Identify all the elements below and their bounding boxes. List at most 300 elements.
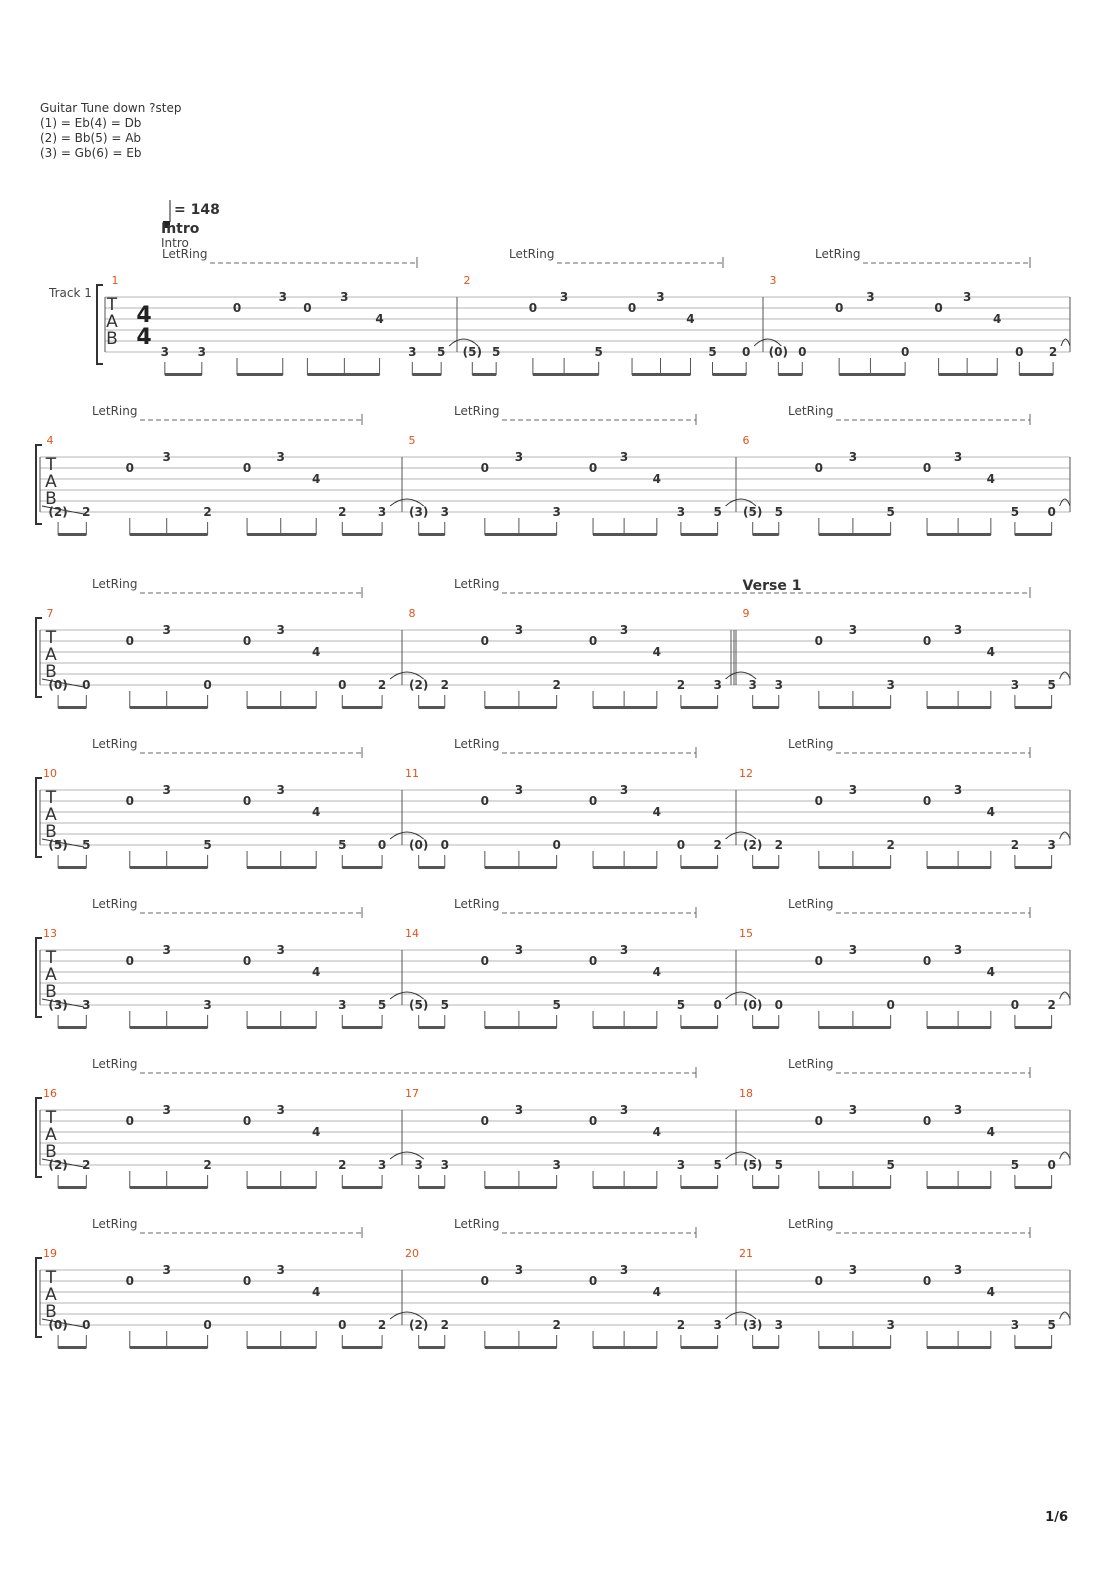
beam [307, 373, 379, 376]
fret-number: 0 [922, 954, 932, 968]
fret-number: 3 [866, 290, 875, 304]
let-ring-label: LetRing [509, 247, 555, 261]
fret-number: 0 [125, 634, 134, 648]
fret-number: 3 [619, 623, 629, 637]
fret-number: 3 [514, 1263, 524, 1277]
tab-clef-letter: A [45, 1125, 57, 1145]
beam [247, 1186, 316, 1189]
beam [485, 1186, 557, 1189]
beam [130, 706, 208, 709]
measure-number: 10 [43, 767, 57, 780]
fret-number: (3) [48, 998, 68, 1012]
fret-number: (0) [768, 345, 789, 359]
fret-number: 3 [377, 505, 387, 519]
beam [247, 866, 316, 869]
beam [593, 1186, 657, 1189]
tab-clef-letter: T [106, 295, 118, 315]
let-ring-label: LetRing [92, 737, 138, 751]
beam [58, 866, 86, 869]
fret-number: (2) [48, 1158, 68, 1172]
fret-number: 3 [748, 678, 757, 692]
beam [58, 1186, 86, 1189]
fret-number: 2 [82, 1158, 91, 1172]
beam [593, 533, 657, 536]
beam [412, 373, 441, 376]
tab-clef-letter: T [45, 948, 57, 968]
tuning-title: Guitar Tune down ?step [40, 101, 182, 115]
tuning-line-3: (3) = Gb(6) = Eb [40, 146, 142, 160]
fret-number: 0 [440, 838, 449, 852]
fret-number: 0 [480, 461, 490, 475]
beam [1015, 706, 1052, 709]
fret-number: 3 [953, 450, 963, 464]
tie-arc [1060, 672, 1070, 679]
beam [58, 533, 86, 536]
fret-number: 2 [886, 838, 895, 852]
let-ring-label: LetRing [815, 247, 861, 261]
let-ring-label: LetRing [788, 1057, 834, 1071]
fret-number: 0 [242, 461, 252, 475]
measure-number: 5 [408, 434, 416, 447]
fret-number: 2 [203, 505, 212, 519]
beam [839, 373, 905, 376]
fret-number: 0 [814, 794, 824, 808]
tab-clef-letter: B [45, 822, 57, 842]
fret-number: 3 [278, 290, 287, 304]
let-ring-label: LetRing [454, 897, 500, 911]
fret-number: 4 [986, 1285, 996, 1299]
fret-number: 4 [986, 472, 996, 486]
let-ring-label: LetRing [788, 737, 834, 751]
beam [778, 373, 802, 376]
fret-number: 3 [276, 623, 285, 637]
fret-number: 4 [986, 1125, 996, 1139]
fret-number: (5) [48, 838, 68, 852]
beam [58, 1346, 86, 1349]
fret-number: 5 [552, 998, 561, 1012]
let-ring-label: LetRing [788, 1217, 834, 1231]
beam [819, 866, 891, 869]
beam [927, 866, 991, 869]
beam [1015, 866, 1052, 869]
tie-arc [1060, 832, 1070, 839]
fret-number: 0 [552, 838, 561, 852]
beam [927, 1026, 991, 1029]
fret-number: 3 [276, 450, 285, 464]
let-ring-label: LetRing [92, 897, 138, 911]
beam [681, 706, 718, 709]
beam [58, 706, 86, 709]
beam [472, 373, 496, 376]
fret-number: 0 [1015, 345, 1024, 359]
fret-number: 0 [922, 461, 932, 475]
let-ring-label: LetRing [92, 1217, 138, 1231]
fret-number: 0 [588, 954, 598, 968]
fret-number: 3 [276, 1263, 285, 1277]
fret-number: 2 [338, 1158, 347, 1172]
fret-number: 3 [162, 1103, 171, 1117]
fret-number: 3 [619, 1263, 629, 1277]
fret-number: 0 [82, 1318, 91, 1332]
fret-number: 3 [514, 1103, 524, 1117]
fret-number: 2 [377, 1318, 387, 1332]
tuning-line-1: (1) = Eb(4) = Db [40, 116, 142, 130]
fret-number: 3 [514, 943, 524, 957]
beam [485, 706, 557, 709]
fret-number: (5) [462, 345, 482, 359]
fret-number: 0 [125, 954, 134, 968]
fret-number: (5) [409, 998, 429, 1012]
beam [247, 533, 316, 536]
fret-number: 2 [82, 505, 91, 519]
fret-number: 3 [197, 345, 206, 359]
beam [713, 373, 747, 376]
fret-number: (0) [743, 998, 763, 1012]
tab-clef-letter: B [45, 1142, 57, 1162]
fret-number: 4 [652, 1125, 662, 1139]
fret-number: 3 [713, 678, 722, 692]
fret-number: 3 [953, 783, 963, 797]
beam [1019, 373, 1053, 376]
measure-number: 17 [405, 1087, 419, 1100]
fret-number: 2 [676, 678, 686, 692]
fret-number: 0 [588, 461, 598, 475]
beam [485, 1346, 557, 1349]
fret-number: 0 [886, 998, 895, 1012]
fret-number: 4 [652, 805, 662, 819]
fret-number: 3 [619, 1103, 629, 1117]
fret-number: (0) [409, 838, 429, 852]
time-signature-top: 4 [136, 303, 152, 328]
measure-number: 12 [739, 767, 753, 780]
fret-number: 3 [162, 783, 171, 797]
fret-number: 3 [340, 290, 349, 304]
fret-number: 2 [552, 1318, 561, 1332]
fret-number: 3 [619, 450, 629, 464]
fret-number: 2 [338, 505, 347, 519]
beam [593, 1026, 657, 1029]
tempo-marking: = 148 [174, 202, 220, 218]
measure-number: 7 [46, 607, 54, 620]
tab-clef-letter: T [45, 628, 57, 648]
fret-number: 4 [312, 472, 321, 486]
fret-number: 3 [203, 998, 212, 1012]
fret-number: 3 [1010, 678, 1020, 692]
tab-clef-letter: A [45, 1285, 57, 1305]
beam [819, 533, 891, 536]
time-signature-bottom: 4 [136, 325, 152, 350]
fret-number: 3 [676, 505, 686, 519]
fret-number: 5 [1047, 1318, 1056, 1332]
beam [247, 1346, 316, 1349]
beam [927, 533, 991, 536]
fret-number: 5 [82, 838, 91, 852]
tie-arc [1060, 992, 1070, 999]
fret-number: 0 [125, 794, 134, 808]
tab-clef-letter: B [45, 982, 57, 1002]
beam [1015, 1186, 1052, 1189]
beam [130, 866, 208, 869]
fret-number: 3 [848, 450, 858, 464]
fret-number: 0 [900, 345, 910, 359]
tab-clef-letter: A [45, 472, 57, 492]
beam [419, 706, 445, 709]
fret-number: 0 [774, 998, 783, 1012]
beam [927, 1186, 991, 1189]
fret-number: 0 [1010, 998, 1020, 1012]
measure-number: 14 [405, 927, 419, 940]
fret-number: 3 [160, 345, 170, 359]
fret-number: 3 [953, 623, 963, 637]
fret-number: 0 [588, 1114, 598, 1128]
fret-number: 3 [848, 1103, 858, 1117]
beam [753, 1346, 779, 1349]
fret-number: 3 [414, 1158, 423, 1172]
fret-number: 3 [886, 678, 895, 692]
fret-number: 0 [203, 1318, 212, 1332]
beam [342, 533, 382, 536]
tuning-line-2: (2) = Bb(5) = Ab [40, 131, 142, 145]
fret-number: 3 [1010, 1318, 1020, 1332]
measure-number: 1 [111, 274, 119, 287]
beam [342, 1346, 382, 1349]
let-ring-label: LetRing [92, 404, 138, 418]
fret-number: 2 [1010, 838, 1020, 852]
let-ring-label: LetRing [454, 737, 500, 751]
fret-number: 5 [676, 998, 686, 1012]
beam [419, 533, 445, 536]
tab-clef-letter: B [45, 489, 57, 509]
fret-number: 3 [514, 783, 524, 797]
fret-number: 0 [480, 1274, 490, 1288]
fret-number: 3 [676, 1158, 686, 1172]
fret-number: 0 [922, 1114, 932, 1128]
fret-number: 0 [242, 634, 252, 648]
beam [681, 1346, 718, 1349]
tab-clef-letter: A [45, 965, 57, 985]
fret-number: (3) [409, 505, 429, 519]
fret-number: 2 [1047, 998, 1056, 1012]
fret-number: 3 [276, 783, 285, 797]
beam [533, 373, 599, 376]
fret-number: 0 [741, 345, 751, 359]
measure-number: 6 [742, 434, 750, 447]
beam [681, 1026, 718, 1029]
measure-number: 4 [46, 434, 54, 447]
fret-number: 3 [440, 1158, 449, 1172]
fret-number: 4 [652, 645, 662, 659]
fret-number: 5 [886, 1158, 895, 1172]
fret-number: 4 [986, 645, 996, 659]
fret-number: 0 [480, 634, 490, 648]
fret-number: 3 [1047, 838, 1056, 852]
fret-number: (2) [48, 505, 68, 519]
fret-number: 3 [514, 623, 524, 637]
measure-number: 8 [408, 607, 416, 620]
beam [247, 1026, 316, 1029]
fret-number: 3 [559, 290, 569, 304]
beam [342, 866, 382, 869]
fret-number: 3 [848, 943, 858, 957]
beam [130, 1186, 208, 1189]
let-ring-label: LetRing [454, 577, 500, 591]
beam [753, 1026, 779, 1029]
fret-number: 0 [125, 1274, 134, 1288]
fret-number: 3 [619, 783, 629, 797]
fret-number: 5 [1010, 505, 1020, 519]
fret-number: 3 [774, 1318, 783, 1332]
fret-number: 0 [834, 301, 844, 315]
tab-clef-letter: A [45, 645, 57, 665]
beam [58, 1026, 86, 1029]
beam [485, 866, 557, 869]
beam [1015, 1346, 1052, 1349]
fret-number: 3 [552, 505, 561, 519]
fret-number: (0) [48, 678, 68, 692]
fret-number: 3 [552, 1158, 561, 1172]
fret-number: 2 [440, 1318, 449, 1332]
fret-number: 4 [993, 312, 1002, 326]
fret-number: 5 [713, 505, 722, 519]
let-ring-label: LetRing [162, 247, 208, 261]
fret-number: 5 [338, 838, 347, 852]
fret-number: 5 [440, 998, 449, 1012]
fret-number: 3 [848, 783, 858, 797]
fret-number: 0 [125, 461, 134, 475]
fret-number: 3 [953, 943, 963, 957]
fret-number: 5 [436, 345, 446, 359]
beam [247, 706, 316, 709]
tie-arc [1060, 1312, 1070, 1319]
fret-number: 0 [242, 1114, 252, 1128]
fret-number: 3 [619, 943, 629, 957]
tab-clef-letter: B [45, 662, 57, 682]
fret-number: 3 [953, 1103, 963, 1117]
fret-number: 4 [375, 312, 384, 326]
fret-number: 5 [713, 1158, 722, 1172]
tab-clef-letter: A [106, 312, 118, 332]
measure-number: 19 [43, 1247, 57, 1260]
beam [681, 866, 718, 869]
fret-number: 2 [377, 678, 387, 692]
beam [419, 1186, 445, 1189]
fret-number: 5 [377, 998, 387, 1012]
fret-number: 4 [312, 1125, 321, 1139]
fret-number: 4 [312, 805, 321, 819]
let-ring-label: LetRing [92, 577, 138, 591]
fret-number: 3 [162, 623, 171, 637]
fret-number: 0 [713, 998, 722, 1012]
section-title-verse-1: Verse 1 [742, 578, 802, 594]
fret-number: 3 [962, 290, 972, 304]
beam [927, 1346, 991, 1349]
fret-number: 3 [713, 1318, 722, 1332]
fret-number: 2 [713, 838, 722, 852]
beam [939, 373, 998, 376]
fret-number: 3 [774, 678, 783, 692]
fret-number: 3 [886, 1318, 895, 1332]
measure-number: 2 [463, 274, 471, 287]
fret-number: 4 [986, 965, 996, 979]
beam [342, 1026, 382, 1029]
fret-number: 0 [588, 794, 598, 808]
fret-number: 0 [814, 634, 824, 648]
fret-number: 0 [814, 1114, 824, 1128]
fret-number: 0 [242, 1274, 252, 1288]
fret-number: 5 [1047, 678, 1056, 692]
fret-number: 3 [276, 1103, 285, 1117]
fret-number: 3 [82, 998, 91, 1012]
fret-number: 4 [686, 312, 695, 326]
fret-number: 3 [848, 623, 858, 637]
beam [819, 1026, 891, 1029]
fret-number: 3 [440, 505, 449, 519]
tab-clef-letter: T [45, 1268, 57, 1288]
beam [927, 706, 991, 709]
fret-number: 0 [203, 678, 212, 692]
fret-number: 3 [953, 1263, 963, 1277]
beam [593, 1346, 657, 1349]
fret-number: (3) [743, 1318, 763, 1332]
fret-number: 2 [203, 1158, 212, 1172]
fret-number: 4 [652, 472, 662, 486]
tab-clef-letter: B [106, 329, 118, 349]
beam [681, 1186, 718, 1189]
fret-number: (0) [48, 1318, 68, 1332]
tab-clef-letter: A [45, 805, 57, 825]
fret-number: 0 [588, 634, 598, 648]
measure-number: 11 [405, 767, 419, 780]
fret-number: 2 [676, 1318, 686, 1332]
fret-number: 3 [162, 943, 171, 957]
fret-number: 0 [922, 1274, 932, 1288]
fret-number: 0 [588, 1274, 598, 1288]
fret-number: 0 [242, 794, 252, 808]
system-bracket [97, 285, 103, 364]
beam [1015, 1026, 1052, 1029]
fret-number: 0 [934, 301, 943, 315]
fret-number: 0 [798, 345, 807, 359]
beam [819, 1346, 891, 1349]
fret-number: 4 [652, 1285, 662, 1299]
fret-number: 0 [676, 838, 686, 852]
fret-number: 4 [312, 1285, 321, 1299]
beam [130, 1346, 208, 1349]
fret-number: 2 [1048, 345, 1058, 359]
fret-number: 3 [514, 450, 524, 464]
beam [165, 373, 202, 376]
fret-number: (2) [409, 678, 429, 692]
beam [819, 706, 891, 709]
measure-number: 16 [43, 1087, 57, 1100]
tab-clef-letter: T [45, 788, 57, 808]
fret-number: 5 [774, 1158, 783, 1172]
beam [130, 1026, 208, 1029]
fret-number: 3 [408, 345, 417, 359]
beam [419, 866, 445, 869]
fret-number: 0 [232, 301, 242, 315]
beam [753, 1186, 779, 1189]
let-ring-label: LetRing [788, 897, 834, 911]
let-ring-label: LetRing [454, 404, 500, 418]
tab-clef-letter: T [45, 455, 57, 475]
let-ring-label: LetRing [454, 1217, 500, 1231]
fret-number: (2) [409, 1318, 429, 1332]
fret-number: (5) [743, 1158, 763, 1172]
beam [342, 706, 382, 709]
page-number: 1/6 [1045, 1510, 1068, 1525]
fret-number: 5 [491, 345, 501, 359]
